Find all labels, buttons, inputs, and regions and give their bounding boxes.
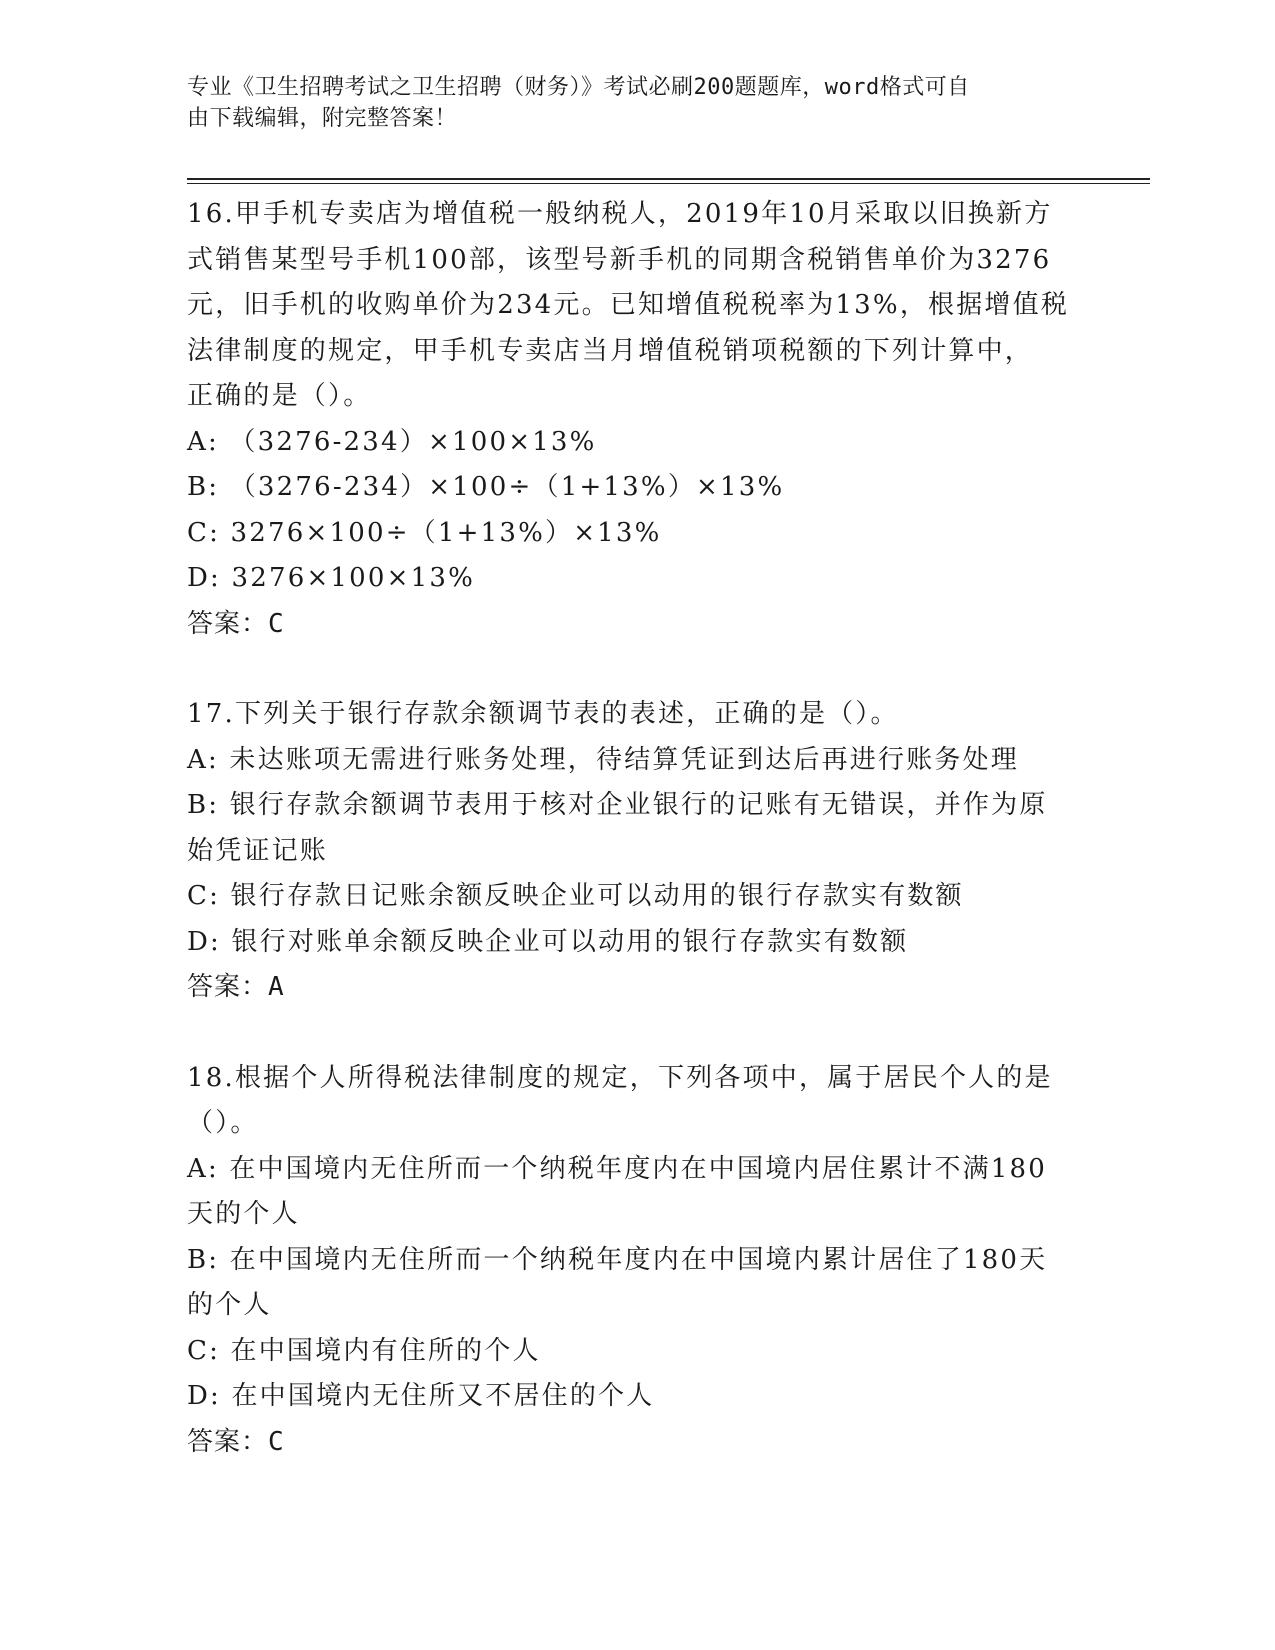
header-line-2: 由下载编辑，附完整答案！	[187, 106, 458, 131]
option-a: A: 未达账项无需进行账务处理，待结算凭证到达后再进行账务处理	[187, 744, 1020, 775]
option-b-continued: 始凭证记账	[187, 835, 329, 866]
question-stem-line: 元，旧手机的收购单价为234元。已知增值税税率为13%，根据增值税	[187, 290, 1070, 320]
question-stem-line: 17.下列关于银行存款余额调节表的表述，正确的是（）。	[187, 699, 899, 729]
question-18	[187, 1056, 1077, 1466]
option-d: D: 3276×100×13%	[187, 563, 476, 593]
document-header	[187, 72, 1067, 134]
question-16	[187, 192, 1077, 647]
question-stem-line: 法律制度的规定，甲手机专卖店当月增值税销项税额的下列计算中，	[187, 335, 1034, 366]
question-stem-line: 18.根据个人所得税法律制度的规定，下列各项中，属于居民个人的是	[187, 1062, 1053, 1093]
question-stem-line: （）。	[187, 1108, 259, 1138]
header-divider-thick	[187, 178, 1150, 180]
question-stem-line: 16.甲手机专卖店为增值税一般纳税人，2019年10月采取以旧换新方	[187, 199, 1053, 229]
option-b: B: 银行存款余额调节表用于核对企业银行的记账有无错误，并作为原	[187, 790, 1048, 820]
option-b: B: （3276-234）×100÷（1+13%）×13%	[187, 472, 785, 502]
header-line-1: 专业《卫生招聘考试之卫生招聘（财务）》考试必刷200题题库，word格式可自	[187, 75, 970, 100]
question-stem-line: 式销售某型号手机100部，该型号新手机的同期含税销售单价为3276	[187, 244, 1052, 275]
option-c: C: 在中国境内有住所的个人	[187, 1335, 541, 1366]
header-divider-thin	[187, 183, 1150, 184]
option-c: C: 3276×100÷（1+13%）×13%	[187, 517, 662, 548]
option-a: A: （3276-234）×100×13%	[187, 426, 597, 457]
answer-label: 答案：A	[187, 972, 285, 1002]
option-a: A: 在中国境内无住所而一个纳税年度内在中国境内居住累计不满180	[187, 1153, 1048, 1184]
answer-label: 答案：C	[187, 1426, 285, 1457]
option-a-continued: 天的个人	[187, 1199, 300, 1229]
option-d: D: 银行对账单余额反映企业可以动用的银行存款实有数额	[187, 926, 909, 957]
option-b: B: 在中国境内无住所而一个纳税年度内在中国境内累计居住了180天	[187, 1244, 1048, 1275]
question-17	[187, 692, 1077, 1011]
question-list	[187, 192, 1077, 1465]
question-stem-line: 正确的是（）。	[187, 381, 372, 411]
answer-label: 答案：C	[187, 608, 285, 639]
option-b-continued: 的个人	[187, 1290, 272, 1320]
option-c: C: 银行存款日记账余额反映企业可以动用的银行存款实有数额	[187, 881, 964, 911]
option-d: D: 在中国境内无住所又不居住的个人	[187, 1381, 655, 1411]
